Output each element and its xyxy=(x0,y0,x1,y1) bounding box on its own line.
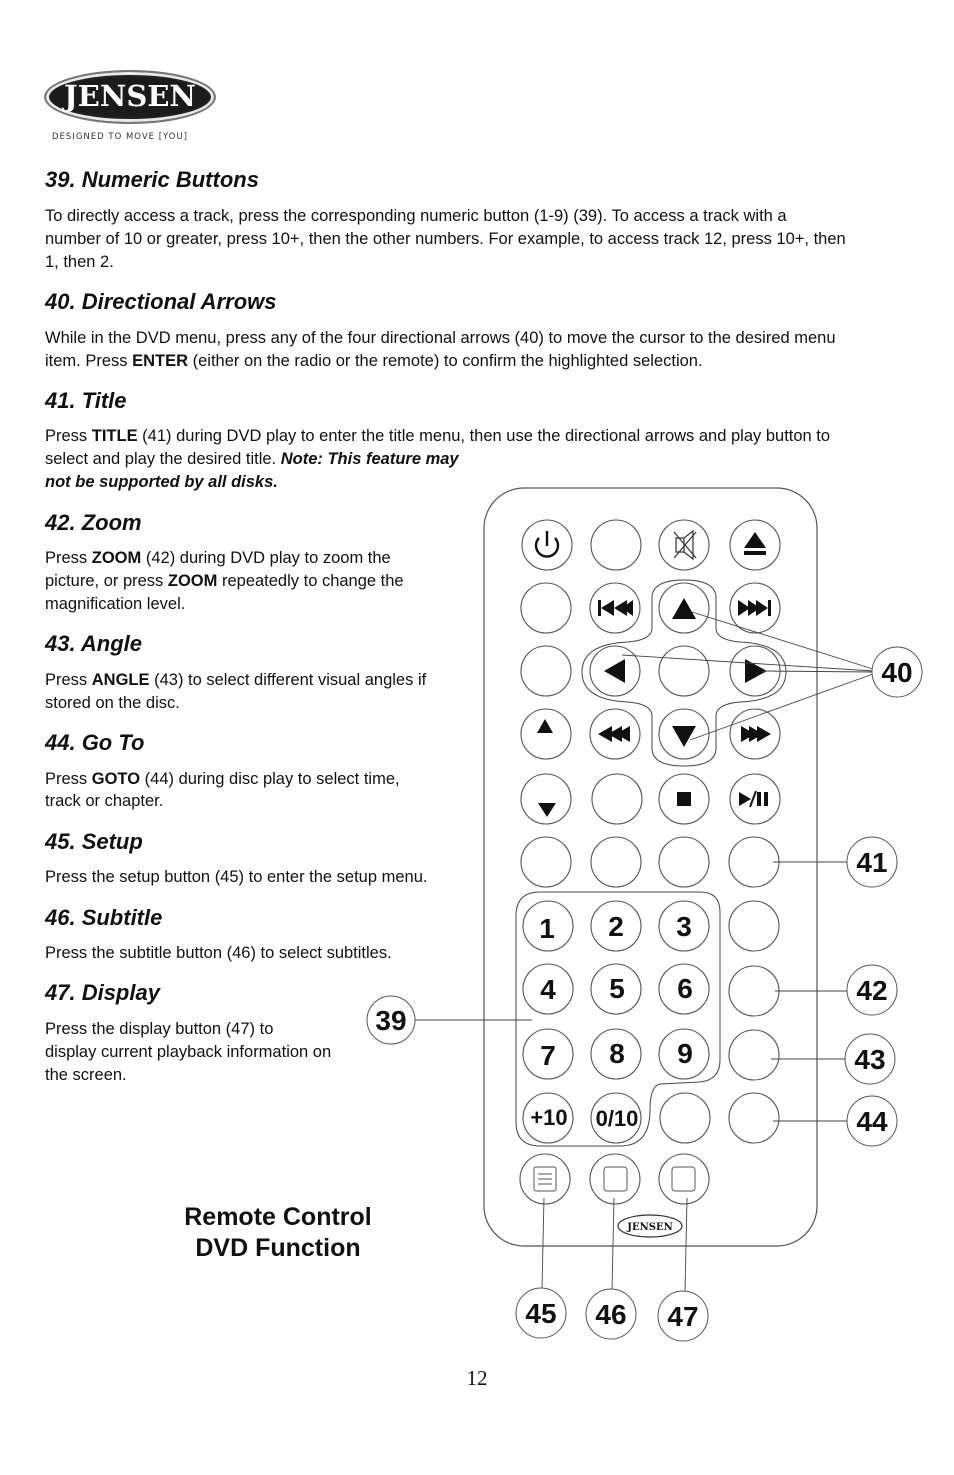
title-note: Note: This feature may xyxy=(280,450,459,468)
numeric-buttons-line-1: To directly access a track, press the corresponding numeric button (1-9) (39). To access a track with a xyxy=(45,207,787,225)
callout-46: 46 xyxy=(595,1299,627,1330)
title-note-line-2: not be supported by all disks. xyxy=(45,473,278,491)
setup-line-1: Press the setup button (45) to enter the setup menu. xyxy=(45,868,428,886)
callout-45: 45 xyxy=(525,1298,557,1329)
blank-button-r6c2 xyxy=(591,837,641,887)
numeric-label: 1 xyxy=(539,913,555,944)
subtitle-button xyxy=(590,1154,640,1204)
heading-numeric-buttons: 39. Numeric Buttons xyxy=(45,167,259,192)
leader-47 xyxy=(685,1198,687,1292)
zoom-line-2: picture, or press ZOOM repeatedly to change the xyxy=(45,572,404,590)
logo-wordmark: JENSEN xyxy=(64,79,196,113)
numeric-label: 9 xyxy=(677,1038,693,1069)
heading-zoom: 42. Zoom xyxy=(45,510,142,535)
blank-button-r6c1 xyxy=(521,837,571,887)
enter-keyword: ENTER xyxy=(132,352,189,370)
heading-subtitle: 46. Subtitle xyxy=(45,905,163,930)
heading-display: 47. Display xyxy=(45,980,160,1005)
display-button xyxy=(659,1154,709,1204)
heading-goto: 44. Go To xyxy=(45,730,145,755)
heading-setup: 45. Setup xyxy=(45,829,143,854)
caption-line-2: DVD Function xyxy=(195,1234,361,1262)
remote-brand-text: JENSEN xyxy=(627,1222,673,1233)
directional-arrows-line-1: While in the DVD menu, press any of the four directional arrows (40) to move the cursor to the desired menu xyxy=(45,329,836,347)
numeric-label: 6 xyxy=(677,973,693,1004)
title-line-2: select and play the desired title. Note: This feature may xyxy=(45,450,459,468)
logo-tagline: DESIGNED TO MOVE [YOU] xyxy=(52,132,188,142)
blank-button-r6c3 xyxy=(659,837,709,887)
numeric-label: 5 xyxy=(609,973,625,1004)
goto-button xyxy=(729,1093,779,1143)
blank-button-r10c3 xyxy=(660,1093,710,1143)
callout-44: 44 xyxy=(856,1106,888,1137)
volume-down-button xyxy=(521,774,571,824)
caption-line-1: Remote Control xyxy=(184,1203,372,1231)
zoom-button xyxy=(729,966,779,1016)
angle-line-2: stored on the disc. xyxy=(45,694,180,712)
callout-40: 40 xyxy=(881,657,913,688)
blank-button-r5c2 xyxy=(592,774,642,824)
leader-40-up xyxy=(692,612,873,669)
heading-title: 41. Title xyxy=(45,388,127,413)
callout-41: 41 xyxy=(856,847,888,878)
title-line-1: Press TITLE (41) during DVD play to enter the title menu, then use the directional arrows and play button to xyxy=(45,427,831,445)
stop-icon xyxy=(677,792,691,806)
play-pause-button xyxy=(730,774,780,824)
callout-43: 43 xyxy=(854,1044,886,1075)
plus10-label: +10 xyxy=(530,1105,568,1130)
numeric-label: 3 xyxy=(676,911,692,942)
title-keyword: TITLE xyxy=(91,427,138,445)
callout-42: 42 xyxy=(856,975,888,1006)
zoom-line-1: Press ZOOM (42) during DVD play to zoom the xyxy=(45,549,391,567)
callout-39: 39 xyxy=(375,1005,407,1036)
zoom-line-3: magnification level. xyxy=(45,595,186,613)
numeric-label: 4 xyxy=(540,974,556,1005)
display-line-3: the screen. xyxy=(45,1066,127,1084)
blank-button-r7c4 xyxy=(729,901,779,951)
directional-arrows-line-2: item. Press ENTER (either on the radio or the remote) to confirm the highlighted selection. xyxy=(45,352,703,370)
angle-button xyxy=(729,1030,779,1080)
page-number: 12 xyxy=(466,1366,488,1390)
numeric-buttons-line-3: 1, then 2. xyxy=(45,253,114,271)
display-line-2: display current playback information on xyxy=(45,1043,332,1061)
enter-button xyxy=(659,646,709,696)
volume-up-button xyxy=(521,709,571,759)
leader-45 xyxy=(542,1198,544,1289)
angle-line-1: Press ANGLE (43) to select different visual angles if xyxy=(45,671,427,689)
numeric-label: 7 xyxy=(540,1040,556,1071)
title-button xyxy=(729,837,779,887)
numeric-buttons-line-2: number of 10 or greater, press 10+, then the other numbers. For example, to access track 12, press 10+, then xyxy=(45,230,846,248)
callout-47: 47 xyxy=(667,1301,699,1332)
heading-directional-arrows: 40. Directional Arrows xyxy=(45,289,277,314)
goto-line-2: track or chapter. xyxy=(45,792,164,810)
display-line-1: Press the display button (47) to xyxy=(45,1020,274,1038)
numeric-label: 2 xyxy=(608,911,624,942)
leader-46 xyxy=(612,1198,614,1290)
leader-40-down xyxy=(690,674,873,740)
goto-line-1: Press GOTO (44) during disc play to select time, xyxy=(45,770,400,788)
blank-button-r1c2 xyxy=(591,520,641,570)
subtitle-line-1: Press the subtitle button (46) to select subtitles. xyxy=(45,944,392,962)
numeric-label: 8 xyxy=(609,1038,625,1069)
blank-button-r3c1 xyxy=(521,646,571,696)
heading-angle: 43. Angle xyxy=(45,631,142,656)
blank-button-r2c1 xyxy=(521,583,571,633)
zero-label: 0/10 xyxy=(595,1106,639,1131)
